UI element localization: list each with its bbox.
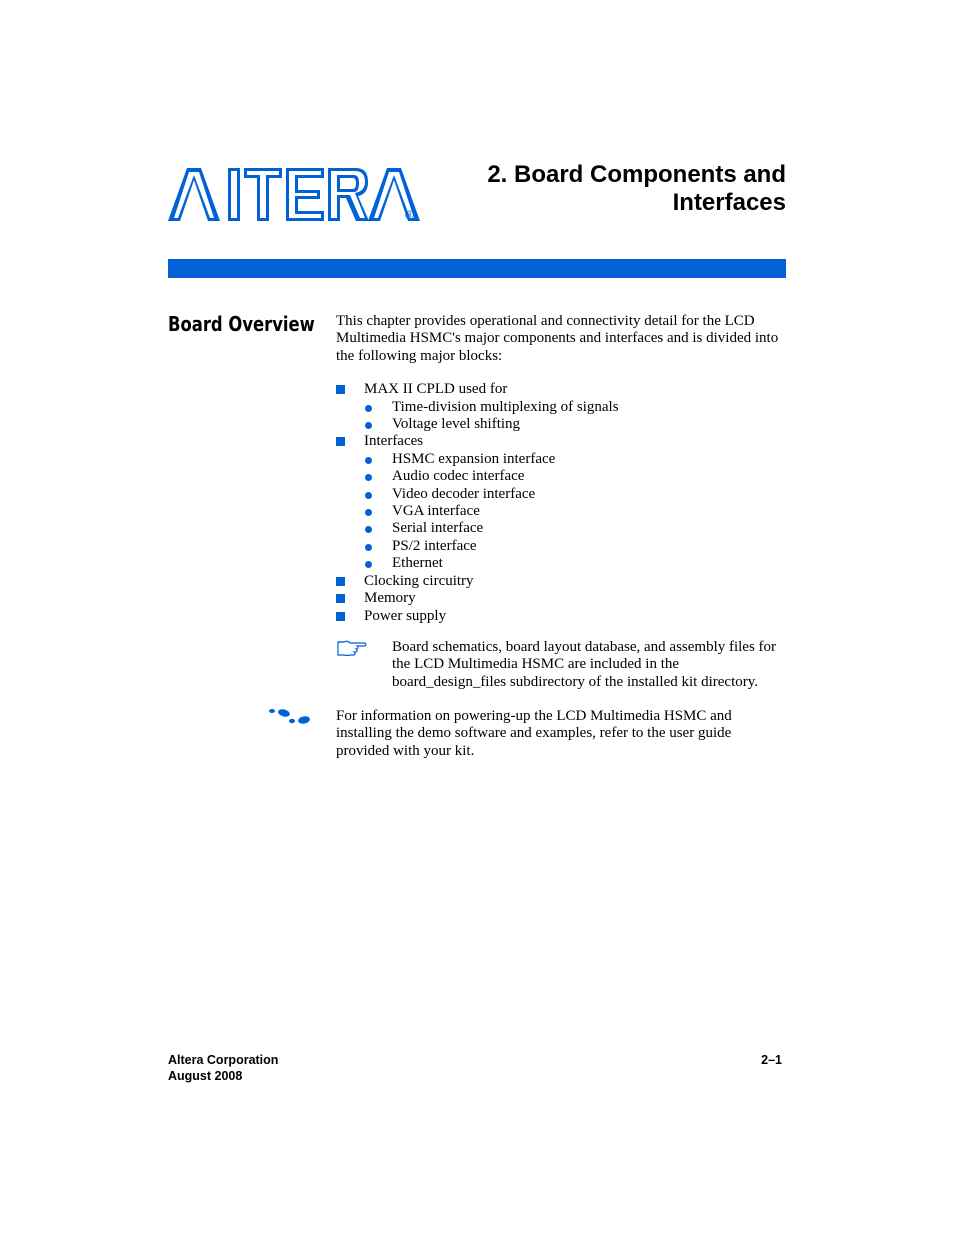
list-item-label: MAX II CPLD used for [364,381,508,398]
list-item [336,608,786,625]
intro-paragraph: This chapter provides operational and connectivity detail for the LCD Multimedia HSMC's major components and interfaces and is divided into the following major blocks: [336,313,779,364]
pointing-hand-icon [336,639,368,657]
round-bullet-icon [365,544,372,551]
sub-list-item-label: PS/2 interface [392,537,477,554]
list-item [336,573,786,590]
list-item-label: Clocking circuitry [364,572,474,589]
sub-list-item-label: Audio codec interface [392,468,525,485]
registered-mark: ® [405,208,414,222]
sub-list-item [364,416,786,433]
sub-list-item [364,451,786,468]
round-bullet-icon [365,526,372,533]
list-item [336,381,786,433]
round-bullet-icon [365,509,372,516]
round-bullet-icon [365,457,372,464]
sub-list [364,399,786,434]
square-bullet-icon [336,577,345,586]
sub-list-item-label: HSMC expansion interface [392,450,556,467]
round-bullet-icon [365,405,372,412]
sub-list-item-label: Voltage level shifting [392,416,521,433]
square-bullet-icon [336,437,345,446]
list-item-label: Memory [364,590,416,607]
sub-list-item [364,555,786,572]
list-item-label: Interfaces [364,433,424,450]
footer-left [168,1052,786,1084]
note-text: Board schematics, board layout database, and assembly files for the LCD Multimedia HSMC are included in the board_design_files subdirectory of the installed kit directory. [392,639,777,690]
chapter-title-line1: 2. Board Components and [487,161,786,188]
header-rule-bar [168,259,786,278]
round-bullet-icon [365,492,372,499]
section-body [336,313,786,625]
block-list [336,381,786,625]
chapter-title-line2: Interfaces [672,189,786,216]
sub-list-item [364,503,786,520]
round-bullet-icon [365,561,372,568]
square-bullet-icon [336,594,345,603]
list-item [336,433,786,572]
page-number: 2–1 [761,1053,782,1067]
page-footer [168,1052,786,1084]
sub-list-item-label: VGA interface [392,503,480,520]
sub-list-item [364,486,786,503]
sub-list-item [364,468,786,485]
reference-text: For information on powering-up the LCD Multimedia HSMC and installing the demo software and examples, refer to the user guide provided with your kit. [336,708,732,759]
square-bullet-icon [336,612,345,621]
round-bullet-icon [365,422,372,429]
sub-list [364,451,786,573]
footprints-icon [268,708,312,726]
sub-list-item-label: Video decoder interface [392,485,536,502]
sub-list-item [364,538,786,555]
footer-date: August 2008 [168,1069,243,1083]
list-item [336,590,786,607]
sub-list-item [364,520,786,537]
list-item-label: Power supply [364,607,447,624]
round-bullet-icon [365,474,372,481]
chapter-title [366,161,786,217]
footer-company: Altera Corporation [168,1053,279,1067]
section-heading: Board Overview [168,312,315,336]
sub-list-item-label: Ethernet [392,555,443,572]
square-bullet-icon [336,385,345,394]
reference-block [268,708,786,760]
sub-list-item-label: Serial interface [392,520,484,537]
sub-list-item [364,399,786,416]
sub-list-item-label: Time-division multiplexing of signals [392,398,619,415]
note-block [336,639,786,691]
